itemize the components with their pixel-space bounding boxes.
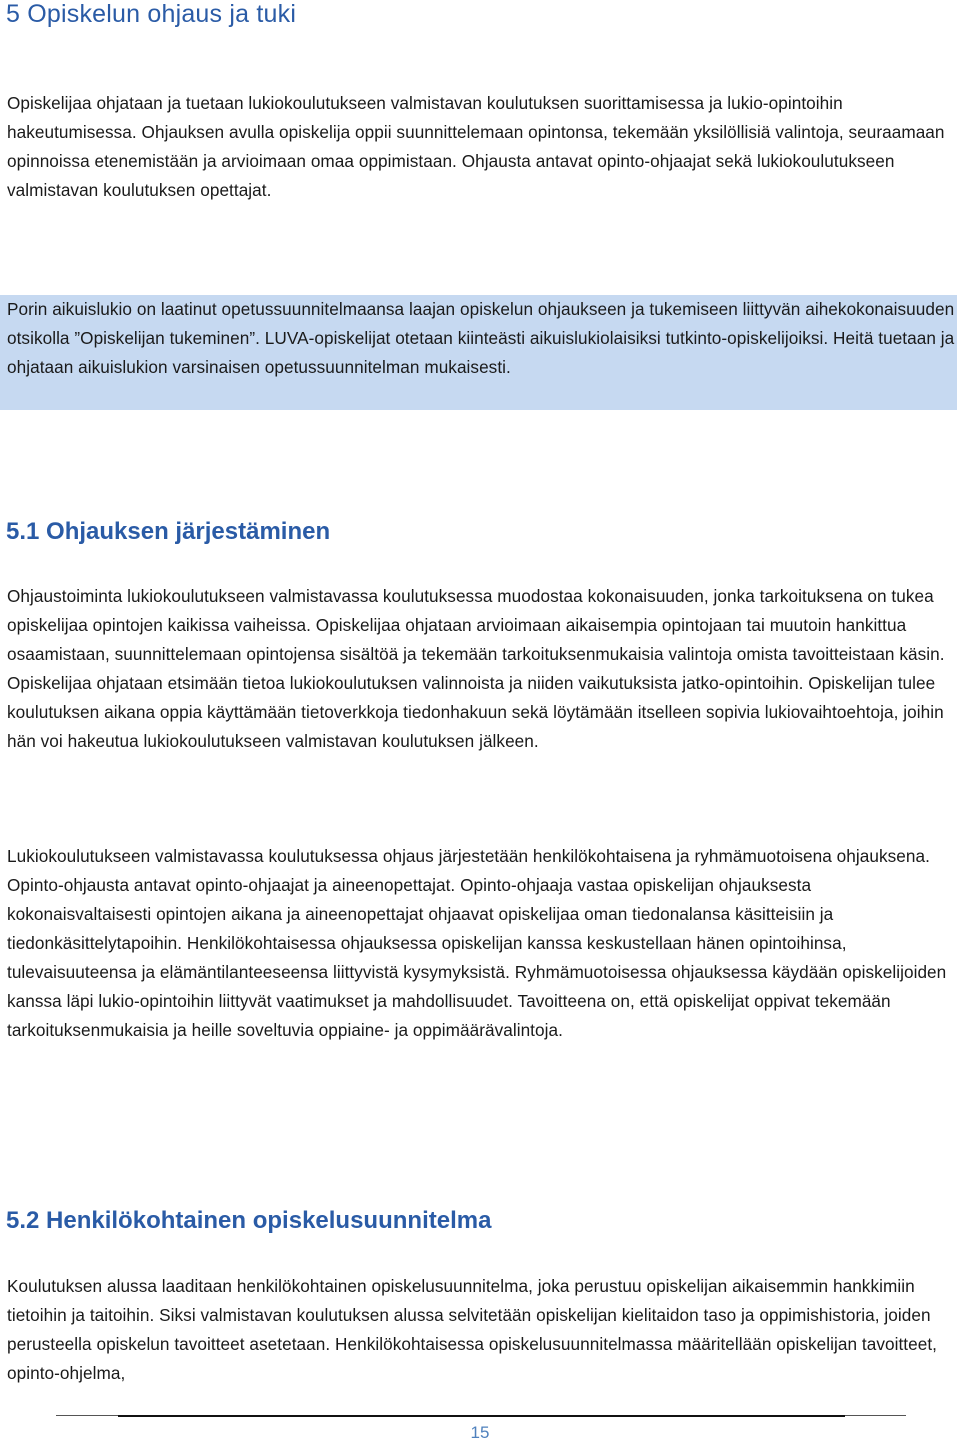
section-5-2-paragraph-1: Koulutuksen alussa laaditaan henkilökohtainen opiskelusuunnitelma, joka perustuu opiskelijan aikaisemmin hankkimiin tietoihin ja taitoihin. Siksi valmistavan koulutuksen alussa selvitetään opiskelijan kielitaidon taso ja oppimishistoria, joiden perusteella opiskelun tavoitteet asetetaan. Henkilökohtaisessa opiskelusuunnitelmassa määritellään opiskelijan tavoitteet, opinto-ohjelma,: [7, 1276, 937, 1383]
highlight-paragraph: Porin aikuislukio on laatinut opetussuunnitelmaansa laajan opiskelun ohjaukseen ja tukemiseen liittyvän aihekokonaisuuden otsikolla ”Opiskelijan tukeminen”. LUVA-opiskelijat otetaan kiinteästi aikuislukiolaisiksi tutkinto-opiskelijoiksi. Heitä tuetaan ja ohjataan aikuislukion varsinaisen opetussuunnitelman mukaisesti.: [7, 299, 955, 377]
section-5-1-paragraph-2: Lukiokoulutukseen valmistavassa koulutuksessa ohjaus järjestetään henkilökohtaisena ja ryhmämuotoisena ohjauksena. Opinto-ohjausta antavat opinto-ohjaajat ja aineenopettajat. Opinto-ohjaaja vastaa opiskelijan ohjauksesta kokonaisvaltaisesti opintojen aikana ja aineenopettajat ohjaavat opiskelijaa oman tiedonalansa käsitteisiin ja tiedonkäsittelytapoihin. Henkilökohtaisessa ohjauksessa opiskelijan kanssa keskustellaan hänen opintoihinsa, tulevaisuuteensa ja elämäntilanteeseensa liittyvistä kysymyksistä. Ryhmämuotoisessa ohjauksessa käydään opiskelijoiden kanssa läpi lukio-opintoihin liittyvät vaatimukset ja mahdollisuudet. Tavoitteena on, että opiskelijat oppivat tekemään tarkoituksenmukaisia ja heille soveltuvia oppiaine- ja oppimäärävalintoja.: [7, 846, 947, 1040]
section-heading-5-1: 5.1 Ohjauksen järjestäminen: [6, 518, 331, 545]
footer-divider-accent: [118, 1415, 845, 1417]
section-5-1-paragraph-1: Ohjaustoiminta lukiokoulutukseen valmistavassa koulutuksessa muodostaa kokonaisuuden, jonka tarkoituksena on tukea opiskelijaa opintojen kaikissa vaiheissa. Opiskelijaa ohjataan arvioimaan aikaisempia opintojaan tai muutoin hankittua osaamistaan, suunnittelemaan opintojensa sisältöä ja tekemään tarkoituksenmukaisia valintoja omista tavoitteistaan käsin. Opiskelijaa ohjataan etsimään tietoa lukiokoulutuksen valinnoista ja niiden vaikutuksista jatko-opintoihin. Opiskelijan tulee koulutuksen aikana oppia käyttämään tietoverkkoja tiedonhakuun sekä löytämään itselleen sopivia lukiovaihtoehtoja, joihin hän voi hakeutua lukiokoulutukseen valmistavan koulutuksen jälkeen.: [7, 586, 945, 751]
section-heading-5-2: 5.2 Henkilökohtainen opiskelusuunnitelma: [6, 1207, 492, 1234]
page-number: 15: [470, 1423, 490, 1442]
intro-paragraph: Opiskelijaa ohjataan ja tuetaan lukiokoulutukseen valmistavan koulutuksen suorittamisessa ja lukio-opintoihin hakeutumisessa. Ohjauksen avulla opiskelija oppii suunnittelemaan opintonsa, tekemään yksilöllisiä valintoja, seuraamaan opinnoissa etenemistään ja arvioimaan omaa oppimistaan. Ohjausta antavat opinto-ohjaajat sekä lukiokoulutukseen valmistavan koulutuksen opettajat.: [7, 93, 945, 200]
section-heading-5: 5 Opiskelun ohjaus ja tuki: [6, 0, 297, 28]
